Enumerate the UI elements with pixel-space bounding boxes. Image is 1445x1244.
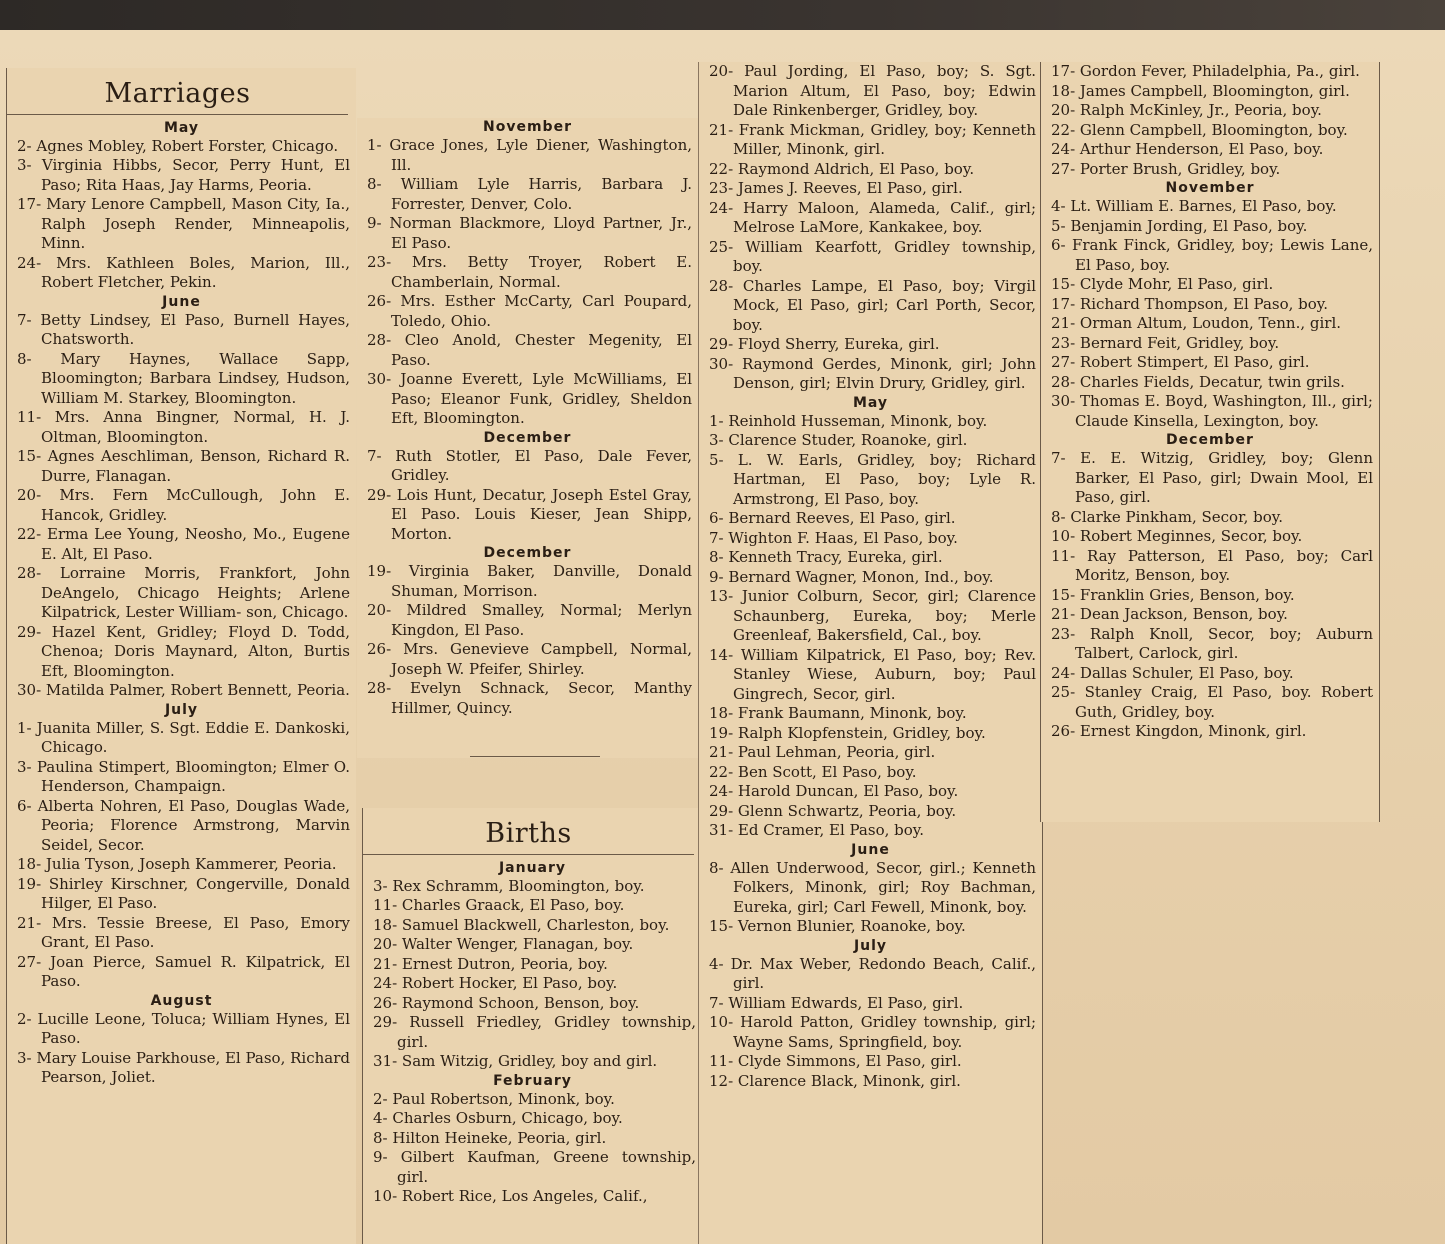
list-entry: 21- Ernest Dutron, Peoria, boy. [373, 954, 608, 973]
births-list-3 [1041, 62, 1379, 742]
month-heading: June [851, 841, 890, 858]
list-entry: 26- Mrs. Esther McCarty, Carl Poupard, Toledo, Ohio. [367, 292, 692, 330]
divider-rule [470, 756, 600, 757]
list-entry: 7- Betty Lindsey, El Paso, Burnell Hayes, Chatsworth. [17, 310, 350, 348]
marriages-column-2 [357, 118, 699, 758]
list-entry: 29- Lois Hunt, Decatur, Joseph Estel Gray, El Paso. Louis Kieser, Jean Shipp, Morton. [367, 485, 692, 543]
list-entry: 8- Hilton Heineke, Peoria, girl. [373, 1128, 607, 1147]
list-entry: 15- Franklin Gries, Benson, boy. [1051, 585, 1295, 604]
month-heading: December [1166, 432, 1254, 448]
month-heading: February [493, 1072, 572, 1089]
list-entry: 23- James J. Reeves, El Paso, girl. [709, 179, 963, 197]
month-heading: May [852, 394, 889, 411]
list-entry: 26- Mrs. Genevieve Campbell, Normal, Joseph W. Pfeifer, Shirley. [367, 640, 692, 678]
list-entry: 25- William Kearfott, Gridley township, boy. [709, 237, 1036, 275]
list-entry: 22- Raymond Aldrich, El Paso, boy. [709, 159, 975, 178]
month-heading: July [164, 701, 199, 718]
list-entry: 27- Porter Brush, Gridley, boy. [1051, 159, 1281, 178]
list-entry: 22- Erma Lee Young, Neosho, Mo., Eugene E. Alt, El Paso. [17, 525, 350, 563]
list-entry: 29- Russell Friedley, Gridley township, girl. [373, 1013, 696, 1051]
month-heading: December [483, 429, 572, 446]
list-entry: 30- Joanne Everett, Lyle McWilliams, El Paso; Eleanor Funk, Gridley, Sheldon Eft, Bloomington. [367, 370, 692, 427]
list-entry: 8- Clarke Pinkham, Secor, boy. [1051, 507, 1284, 526]
list-entry: 26- Ernest Kingdon, Minonk, girl. [1051, 722, 1307, 740]
list-entry: 29- Floyd Sherry, Eureka, girl. [709, 335, 940, 353]
list-entry: 4- Lt. William E. Barnes, El Paso, boy. [1051, 197, 1337, 215]
list-entry: 28- Charles Fields, Decatur, twin grils. [1051, 372, 1345, 391]
list-entry: 24- Mrs. Kathleen Boles, Marion, Ill., Robert Fletcher, Pekin. [17, 253, 350, 291]
list-entry: 11- Ray Patterson, El Paso, boy; Carl Moritz, Benson, boy. [1051, 546, 1373, 584]
list-entry: 24- Harry Maloon, Alameda, Calif., girl; Melrose LaMore, Kankakee, boy. [709, 198, 1036, 236]
list-entry: 19- Shirley Kirschner, Congerville, Donald Hilger, El Paso. [17, 874, 350, 912]
births-list-1 [363, 859, 702, 1207]
list-entry: 1- Juanita Miller, S. Sgt. Eddie E. Dankoski, Chicago. [17, 718, 350, 756]
list-entry: 3- Virginia Hibbs, Secor, Perry Hunt, El Paso; Rita Haas, Jay Harms, Peoria. [17, 156, 350, 194]
list-entry: 21- Dean Jackson, Benson, boy. [1051, 605, 1288, 623]
list-entry: 10- Robert Rice, Los Angeles, Calif., [373, 1187, 648, 1205]
list-entry: 17- Richard Thompson, El Paso, boy. [1051, 294, 1329, 313]
list-entry: 2- Agnes Mobley, Robert Forster, Chicago. [17, 136, 339, 155]
list-entry: 26- Raymond Schoon, Benson, boy. [373, 993, 640, 1012]
list-entry: 20- Mrs. Fern McCullough, John E. Hancok, Gridley. [17, 486, 350, 524]
list-entry: 8- William Lyle Harris, Barbara J. Forrester, Denver, Colo. [367, 175, 692, 213]
list-entry: 5- Benjamin Jording, El Paso, boy. [1051, 216, 1308, 235]
births-list-2 [699, 62, 1042, 1091]
list-entry: 21- Mrs. Tessie Breese, El Paso, Emory Grant, El Paso. [17, 913, 350, 951]
list-entry: 1- Grace Jones, Lyle Diener, Washington, Ill. [367, 136, 692, 174]
list-entry: 28- Cleo Anold, Chester Megenity, El Paso. [367, 331, 692, 369]
month-heading: December [483, 545, 572, 561]
list-entry: 13- Junior Colburn, Secor, girl; Clarence Schaunberg, Eureka, boy; Merle Greenleaf, Bakersfield, Cal., boy. [709, 587, 1036, 644]
list-entry: 24- Arthur Henderson, El Paso, boy. [1051, 140, 1324, 158]
list-entry: 14- William Kilpatrick, El Paso, boy; Rev. Stanley Wiese, Auburn, boy; Paul Gingrech, Secor, girl. [709, 645, 1036, 703]
month-heading: June [162, 293, 201, 310]
list-entry: 28- Evelyn Schnack, Secor, Manthy Hillmer, Quincy. [367, 679, 692, 717]
list-entry: 22- Ben Scott, El Paso, boy. [709, 762, 917, 781]
list-entry: 7- William Edwards, El Paso, girl. [709, 993, 964, 1012]
list-entry: 4- Charles Osburn, Chicago, boy. [373, 1109, 623, 1127]
list-entry: 7- Wighton F. Haas, El Paso, boy. [709, 528, 958, 547]
list-entry: 20- Ralph McKinley, Jr., Peoria, boy. [1051, 101, 1322, 119]
list-entry: 9- Norman Blackmore, Lloyd Partner, Jr., El Paso. [367, 214, 692, 252]
list-entry: 27- Joan Pierce, Samuel R. Kilpatrick, El Paso. [17, 952, 350, 990]
list-entry: 3- Paulina Stimpert, Bloomington; Elmer O. Henderson, Champaign. [17, 757, 350, 795]
list-entry: 18- Julia Tyson, Joseph Kammerer, Peoria. [17, 855, 337, 873]
list-entry: 15- Agnes Aeschliman, Benson, Richard R. Durre, Flanagan. [17, 447, 350, 485]
list-entry: 11- Charles Graack, El Paso, boy. [373, 896, 625, 914]
list-entry: 18- Frank Baumann, Minonk, boy. [709, 704, 967, 722]
top-dark-band [0, 0, 1445, 30]
list-entry: 11- Clyde Simmons, El Paso, girl. [709, 1052, 962, 1070]
list-entry: 10- Harold Patton, Gridley township, girl; Wayne Sams, Springfield, boy. [709, 1013, 1036, 1051]
list-entry: 19- Virginia Baker, Danville, Donald Shuman, Morrison. [367, 562, 692, 600]
births-column-2 [698, 62, 1043, 1244]
list-entry: 6- Bernard Reeves, El Paso, girl. [709, 509, 956, 527]
month-heading: November [1165, 180, 1255, 196]
list-entry: 6- Alberta Nohren, El Paso, Douglas Wade, Peoria; Florence Armstrong, Marvin Seidel, Secor. [17, 796, 350, 854]
list-entry: 27- Robert Stimpert, El Paso, girl. [1051, 353, 1310, 371]
month-heading: November [483, 119, 572, 135]
list-entry: 29- Glenn Schwartz, Peoria, boy. [709, 801, 957, 820]
list-entry: 15- Clyde Mohr, El Paso, girl. [1051, 275, 1274, 293]
list-entry: 22- Glenn Campbell, Bloomington, boy. [1051, 120, 1348, 139]
list-entry: 20- Mildred Smalley, Normal; Merlyn Kingdon, El Paso. [367, 601, 692, 639]
list-entry: 9- Gilbert Kaufman, Greene township, girl. [373, 1148, 696, 1186]
list-entry: 24- Robert Hocker, El Paso, boy. [373, 974, 618, 992]
list-entry: 2- Paul Robertson, Minonk, boy. [373, 1089, 615, 1108]
month-heading: July [853, 937, 888, 954]
list-entry: 7- E. E. Witzig, Gridley, boy; Glenn Barker, El Paso, girl; Dwain Mool, El Paso, girl. [1051, 449, 1373, 506]
list-entry: 20- Walter Wenger, Flanagan, boy. [373, 935, 634, 953]
list-entry: 7- Ruth Stotler, El Paso, Dale Fever, Gridley. [367, 446, 692, 484]
list-entry: 12- Clarence Black, Minonk, girl. [709, 1071, 961, 1090]
list-entry: 30- Matilda Palmer, Robert Bennett, Peoria. [17, 681, 350, 699]
list-entry: 10- Robert Meginnes, Secor, boy. [1051, 527, 1303, 545]
list-entry: 21- Frank Mickman, Gridley, boy; Kenneth Miller, Minonk, girl. [709, 120, 1036, 158]
marriages-list-2 [357, 118, 698, 718]
births-heading: Births [363, 808, 694, 855]
list-entry: 17- Mary Lenore Campbell, Mason City, Ia., Ralph Joseph Render, Minneapolis, Minn. [17, 195, 350, 252]
list-entry: 6- Frank Finck, Gridley, boy; Lewis Lane, El Paso, boy. [1051, 236, 1373, 274]
list-entry: 3- Rex Schramm, Bloomington, boy. [373, 876, 645, 895]
list-entry: 9- Bernard Wagner, Monon, Ind., boy. [709, 567, 994, 586]
list-entry: 24- Dallas Schuler, El Paso, boy. [1051, 663, 1294, 682]
list-entry: 8- Mary Haynes, Wallace Sapp, Bloomington; Barbara Lindsey, Hudson, William M. Starkey, Bloomington. [17, 349, 350, 407]
births-column-3 [1040, 62, 1380, 822]
marriages-column-1 [6, 68, 356, 1244]
list-entry: 3- Clarence Studer, Roanoke, girl. [709, 431, 968, 449]
list-entry: 20- Paul Jording, El Paso, boy; S. Sgt. Marion Altum, El Paso, boy; Edwin Dale Rinkenberger, Gridley, boy. [709, 62, 1036, 119]
list-entry: 5- L. W. Earls, Gridley, boy; Richard Hartman, El Paso, boy; Lyle R. Armstrong, El Paso, boy. [709, 450, 1036, 508]
list-entry: 11- Mrs. Anna Bingner, Normal, H. J. Oltman, Bloomington. [17, 408, 350, 446]
marriages-heading: Marriages [7, 68, 348, 115]
list-entry: 17- Gordon Fever, Philadelphia, Pa., girl. [1051, 62, 1360, 80]
month-heading: May [163, 119, 200, 136]
list-entry: 18- James Campbell, Bloomington, girl. [1051, 81, 1350, 100]
list-entry: 23- Mrs. Betty Troyer, Robert E. Chamberlain, Normal. [367, 253, 692, 291]
births-column-1 [362, 808, 702, 1244]
list-entry: 18- Samuel Blackwell, Charleston, boy. [373, 915, 670, 934]
list-entry: 31- Ed Cramer, El Paso, boy. [709, 821, 925, 839]
list-entry: 31- Sam Witzig, Gridley, boy and girl. [373, 1052, 658, 1070]
list-entry: 2- Lucille Leone, Toluca; William Hynes, El Paso. [17, 1009, 350, 1047]
list-entry: 4- Dr. Max Weber, Redondo Beach, Calif., girl. [709, 954, 1036, 992]
month-heading: August [150, 992, 213, 1009]
list-entry: 23- Ralph Knoll, Secor, boy; Auburn Talbert, Carlock, girl. [1051, 624, 1373, 662]
marriages-list-1 [7, 119, 356, 1088]
list-entry: 30- Raymond Gerdes, Minonk, girl; John Denson, girl; Elvin Drury, Gridley, girl. [709, 354, 1036, 392]
list-entry: 24- Harold Duncan, El Paso, boy. [709, 782, 959, 800]
list-entry: 3- Mary Louise Parkhouse, El Paso, Richard Pearson, Joliet. [17, 1048, 350, 1086]
list-entry: 28- Lorraine Morris, Frankfort, John DeAngelo, Chicago Heights; Arlene Kilpatrick, Lester William- son, Chicago. [17, 564, 350, 621]
list-entry: 25- Stanley Craig, El Paso, boy. Robert Guth, Gridley, boy. [1051, 683, 1373, 721]
list-entry: 28- Charles Lampe, El Paso, boy; Virgil Mock, El Paso, girl; Carl Porth, Secor, boy. [709, 276, 1036, 334]
list-entry: 21- Paul Lehman, Peoria, girl. [709, 743, 936, 761]
month-heading: January [498, 859, 567, 876]
list-entry: 8- Kenneth Tracy, Eureka, girl. [709, 548, 943, 566]
list-entry: 21- Orman Altum, Loudon, Tenn., girl. [1051, 314, 1342, 332]
list-entry: 30- Thomas E. Boyd, Washington, Ill., girl; Claude Kinsella, Lexington, boy. [1051, 392, 1373, 430]
list-entry: 29- Hazel Kent, Gridley; Floyd D. Todd, Chenoa; Doris Maynard, Alton, Burtis Eft, Bloomington. [17, 622, 350, 680]
list-entry: 23- Bernard Feit, Gridley, boy. [1051, 333, 1280, 352]
list-entry: 8- Allen Underwood, Secor, girl.; Kenneth Folkers, Minonk, girl; Roy Bachman, Eureka, girl; Carl Fewell, Minonk, boy. [709, 858, 1036, 916]
list-entry: 19- Ralph Klopfenstein, Gridley, boy. [709, 723, 986, 742]
list-entry: 15- Vernon Blunier, Roanoke, boy. [709, 917, 966, 935]
list-entry: 1- Reinhold Husseman, Minonk, boy. [709, 411, 988, 430]
